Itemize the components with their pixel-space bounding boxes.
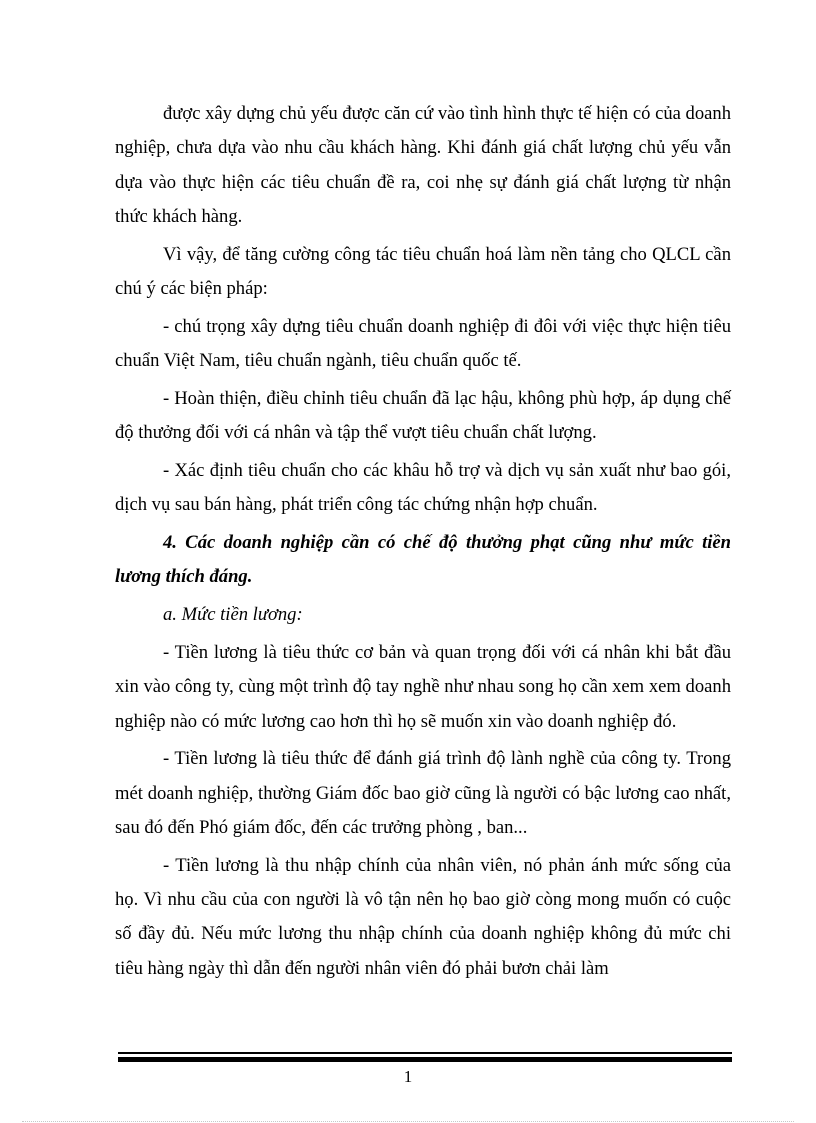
document-body [115, 97, 731, 989]
page-number: 1 [403, 1067, 413, 1086]
list-item-salary-income: - Tiền lương là thu nhập chính của nhân viên, nó phản ánh mức sống của họ. Vì nhu cầu của con người là vô tận nên họ bao giờ còng mong muốn có cuộc số đầy đủ. Nếu mức lương thu nhập chính của doanh nghiệp không đủ mức chi tiêu hàng ngày thì dẫn đến người nhân viên đó phải bươn chải làm [115, 854, 731, 979]
list-item-salary-basic: - Tiền lương là tiêu thức cơ bản và quan trọng đối với cá nhân khi bắt đầu xin vào công ty, cùng một trình độ tay nghề như nhau song họ cần xem xem doanh nghiệp nào có mức lương cao hơn thì họ sẽ muốn xin vào doanh nghiệp đó. [115, 641, 731, 732]
list-item-standards: - chú trọng xây dựng tiêu chuẩn doanh nghiệp đi đôi với việc thực hiện tiêu chuẩn Việt Nam, tiêu chuẩn ngành, tiêu chuẩn quốc tế. [115, 315, 731, 372]
list-item-support-standards: - Xác định tiêu chuẩn cho các khâu hỗ trợ và dịch vụ sản xuất như bao gói, dịch vụ sau bán hàng, phát triển công tác chứng nhận hợp chuẩn. [115, 459, 731, 516]
list-item-salary-skill: - Tiền lương là tiêu thức để đánh giá trình độ lành nghề của công ty. Trong mét doanh nghiệp, thường Giám đốc bao giờ cũng là người có bậc lương cao nhất, sau đó đến Phó giám đốc, đến các trưởng phòng , ban... [115, 748, 731, 838]
section-heading: 4. Các doanh nghiệp cần có chế độ thưởng phạt cũng như mức tiền lương thích đáng. [115, 532, 731, 588]
footer-divider-thick [118, 1057, 732, 1062]
footer-divider-thin [118, 1052, 732, 1054]
list-item-revise-standards: - Hoàn thiện, điều chỉnh tiêu chuẩn đã lạc hậu, không phù hợp, áp dụng chế độ thưởng đối với cá nhân và tập thể vượt tiêu chuẩn chất lượng. [115, 387, 731, 444]
paragraph-intro-measures: Vì vậy, để tăng cường công tác tiêu chuẩn hoá làm nền tảng cho QLCL cần chú ý các biện pháp: [115, 243, 731, 299]
paragraph-continuation: được xây dựng chủ yếu được căn cứ vào tình hình thực tế hiện có của doanh nghiệp, chưa dựa vào nhu cầu khách hàng. Khi đánh giá chất lượng chủ yếu vẫn dựa vào thực hiện các tiêu chuẩn đề ra, coi nhẹ sự đánh giá chất lượng từ nhận thức khách hàng. [115, 103, 731, 227]
subsection-heading: a. Mức tiền lương: [163, 604, 303, 626]
page-edge-divider [22, 1121, 794, 1122]
